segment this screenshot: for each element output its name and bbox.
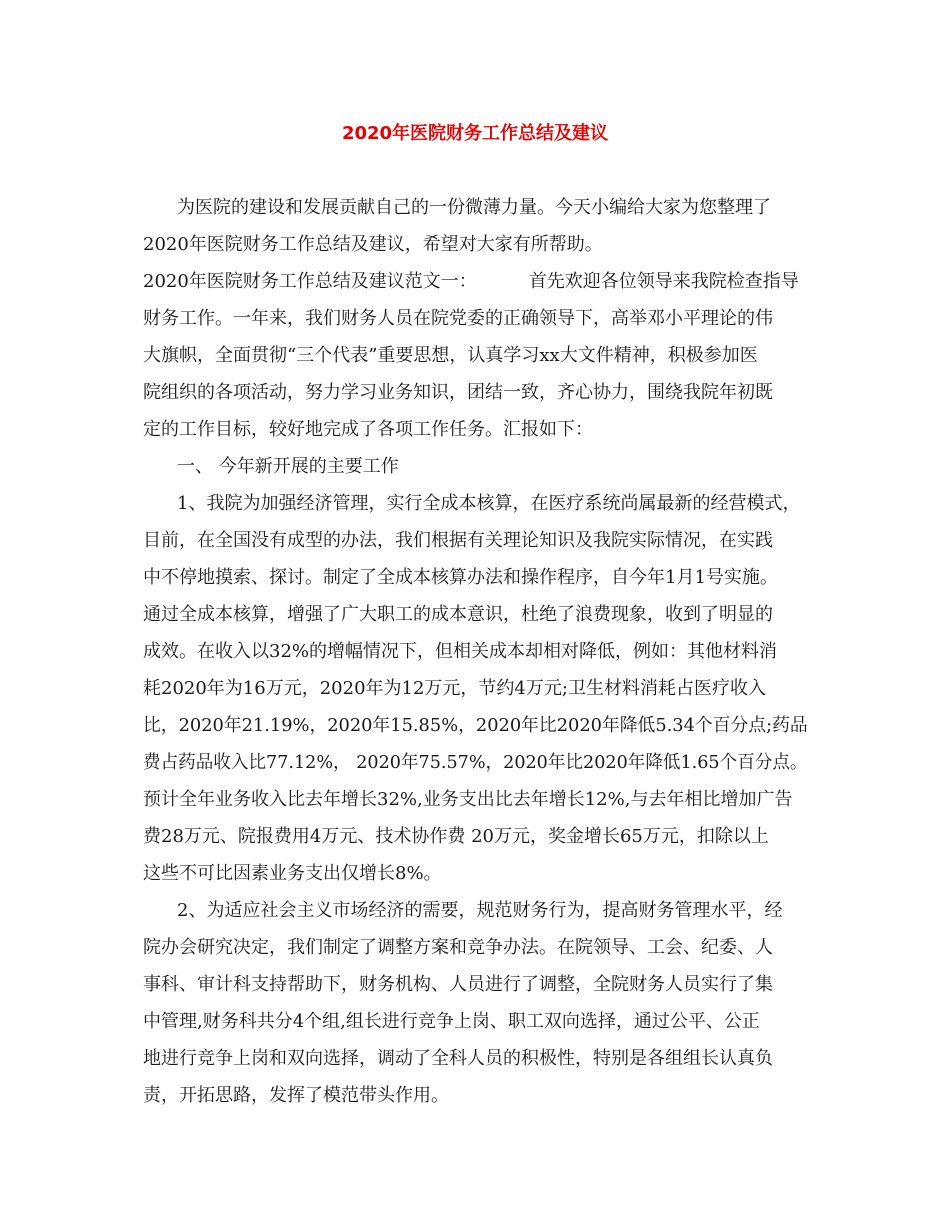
paragraph-line: 院办会研究决定，我们制定了调整方案和竞争办法。在院领导、工会、纪委、人: [143, 937, 773, 958]
paragraph-segment: 2020年医院财务工作总结及建议范文一：: [143, 271, 477, 292]
paragraph-line: 地进行竞争上岗和双向选择，调动了全科人员的积极性，特别是各组组长认真负: [143, 1048, 773, 1069]
paragraph-line: 通过全成本核算，增强了广大职工的成本意识，杜绝了浪费现象，收到了明显的: [143, 604, 773, 625]
paragraph-line: 为医院的建设和发展贡献自己的一份微薄力量。今天小编给大家为您整理了: [177, 197, 771, 218]
paragraph-line: 比，2020年21.19%，2020年15.85%，2020年比2020年降低5.34个百分点;药品: [143, 715, 808, 736]
paragraph-line: 费占药品收入比77.12%， 2020年75.57%，2020年比2020年降低1.65个百分点。: [143, 752, 808, 773]
paragraph-line: 中不停地摸索、探讨。制定了全成本核算办法和操作程序，自今年1月1号实施。: [143, 567, 778, 588]
paragraph-line: 院组织的各项活动，努力学习业务知识，团结一致，齐心协力，围绕我院年初既: [143, 382, 773, 403]
paragraph-line: 大旗帜，全面贯彻“三个代表”重要思想，认真学习xx大文件精神，积极参加医: [143, 345, 758, 366]
section-heading: 一、 今年新开展的主要工作: [177, 456, 399, 477]
paragraph-line: 这些不可比因素业务支出仅增长8%。: [143, 863, 442, 884]
paragraph-line: [143, 269, 799, 295]
paragraph-line: 2020年医院财务工作总结及建议，希望对大家有所帮助。: [143, 234, 603, 255]
paragraph-line: 责，开拓思路，发挥了模范带头作用。: [143, 1085, 449, 1106]
paragraph-line: 2、为适应社会主义市场经济的需要，规范财务行为，提高财务管理水平，经: [177, 900, 783, 921]
paragraph-line: 耗2020年为16万元，2020年为12万元，节约4万元;卫生材料消耗占医疗收入: [143, 678, 766, 699]
paragraph-line: 中管理,财务科共分4个组,组长进行竞争上岗、职工双向选择，通过公平、公正: [143, 1011, 760, 1032]
paragraph-segment: 首先欢迎各位领导来我院检查指导: [528, 271, 799, 292]
paragraph-line: 定的工作目标，较好地完成了各项工作任务。汇报如下：: [143, 419, 593, 440]
paragraph-line: 费28万元、院报费用4万元、技术协作费 20万元，奖金增长65万元，扣除以上: [143, 826, 769, 847]
paragraph-line: 事科、审计科支持帮助下，财务机构、人员进行了调整，全院财务人员实行了集: [143, 974, 773, 995]
paragraph-line: 财务工作。一年来，我们财务人员在院党委的正确领导下，高举邓小平理论的伟: [143, 308, 773, 329]
document-title: 2020年医院财务工作总结及建议: [341, 123, 609, 144]
paragraph-line: 预计全年业务收入比去年增长32%,业务支出比去年增长12%,与去年相比增加广告: [143, 789, 793, 810]
paragraph-line: 1、我院为加强经济管理，实行全成本核算，在医疗系统尚属最新的经营模式，: [177, 493, 801, 514]
paragraph-line: 成效。在收入以32%的增幅情况下，但相关成本却相对降低，例如：其他材料消: [143, 641, 778, 662]
paragraph-line: 目前，在全国没有成型的办法，我们根据有关理论知识及我院实际情况，在实践: [143, 530, 773, 551]
